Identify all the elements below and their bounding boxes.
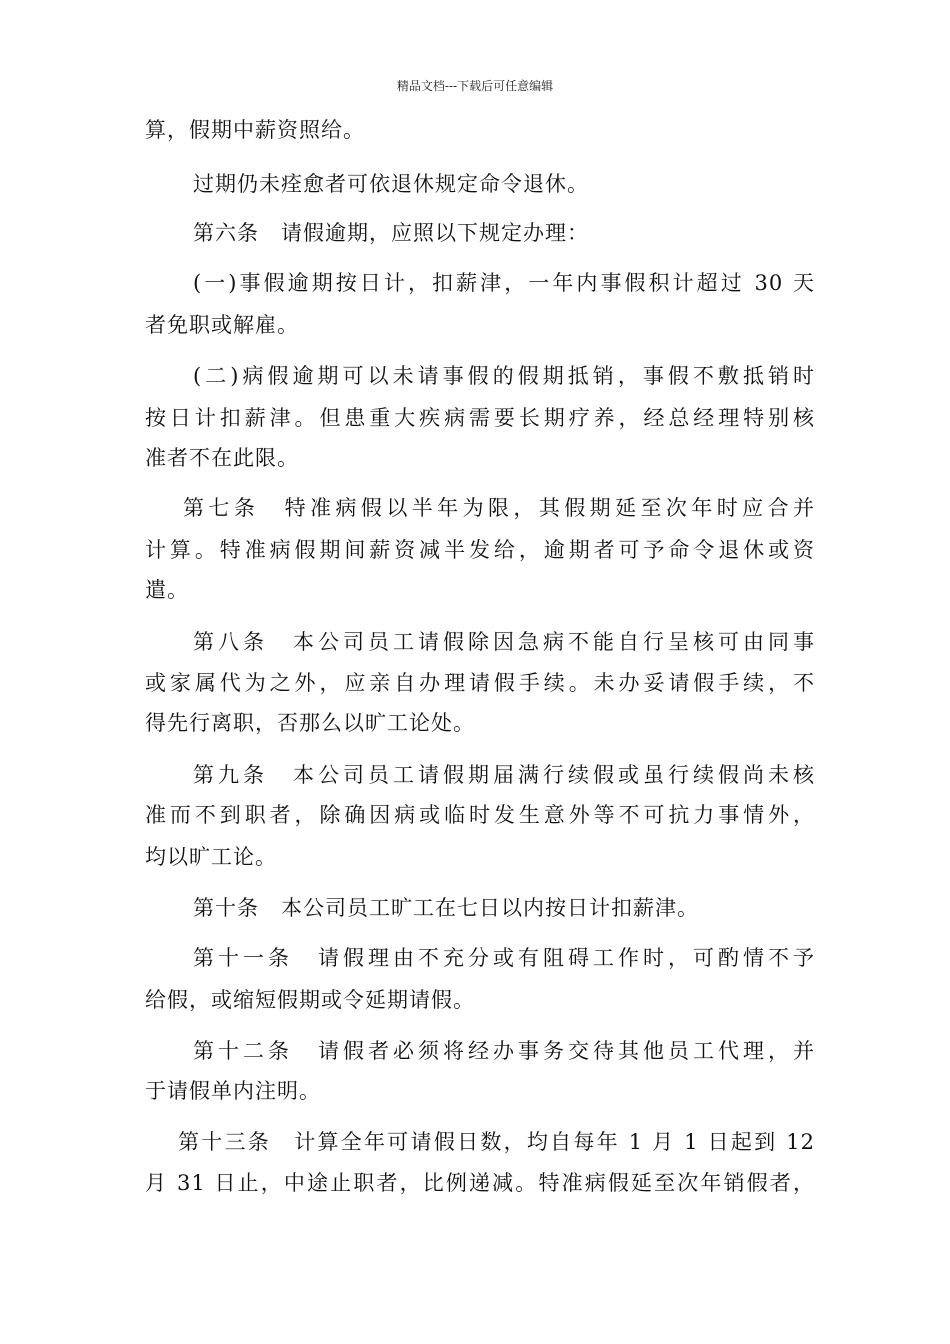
- text-line-14: 得先行离职，否那么以旷工论处。: [145, 711, 475, 735]
- text-line-19: 第十一条 请假理由不充分或有阻碍工作时，可酌情不予: [193, 946, 815, 970]
- text-line-8: 准者不在此限。: [145, 446, 299, 470]
- text-line-13: 或家属代为之外，应亲自办理请假手续。未办妥请假手续，不: [145, 671, 815, 695]
- text-line-24: 月 31 日止，中途止职者，比例递减。特准病假延至次年销假者，: [145, 1171, 815, 1195]
- text-line-2: 过期仍未痊愈者可依退休规定命令退休。: [193, 172, 589, 196]
- text-line-23: 第十三条 计算全年可请假日数，均自每年 1 月 1 日起到 12: [178, 1130, 815, 1154]
- text-line-18: 第十条 本公司员工旷工在七日以内按日计扣薪津。: [193, 896, 699, 920]
- text-line-15: 第九条 本公司员工请假期届满行续假或虽行续假尚未核: [193, 763, 815, 787]
- text-line-11: 遣。: [145, 578, 189, 602]
- text-line-7: 按日计扣薪津。但患重大疾病需要长期疗养，经总经理特别核: [145, 406, 815, 430]
- text-line-9: 第七条 特准病假以半年为限，其假期延至次年时应合并: [183, 496, 815, 520]
- text-line-16: 准而不到职者，除确因病或临时发生意外等不可抗力事情外，: [145, 803, 815, 827]
- text-line-3: 第六条 请假逾期，应照以下规定办理：: [193, 221, 589, 245]
- text-line-4: (一)事假逾期按日计，扣薪津，一年内事假积计超过 30 天: [193, 271, 815, 295]
- text-line-20: 给假，或缩短假期或令延期请假。: [145, 988, 475, 1012]
- text-line-17: 均以旷工论。: [145, 845, 277, 869]
- text-line-5: 者免职或解雇。: [145, 313, 299, 337]
- text-line-21: 第十二条 请假者必须将经办事务交待其他员工代理，并: [193, 1039, 815, 1063]
- text-line-6: (二)病假逾期可以未请事假的假期抵销，事假不敷抵销时: [193, 364, 815, 388]
- page-header: 精品文档---下载后可任意编辑: [396, 79, 554, 93]
- text-line-22: 于请假单内注明。: [145, 1079, 321, 1103]
- text-line-1: 算，假期中薪资照给。: [145, 118, 365, 142]
- text-line-12: 第八条 本公司员工请假除因急病不能自行呈核可由同事: [193, 630, 815, 654]
- text-line-10: 计算。特准病假期间薪资减半发给，逾期者可予命令退休或资: [145, 538, 815, 562]
